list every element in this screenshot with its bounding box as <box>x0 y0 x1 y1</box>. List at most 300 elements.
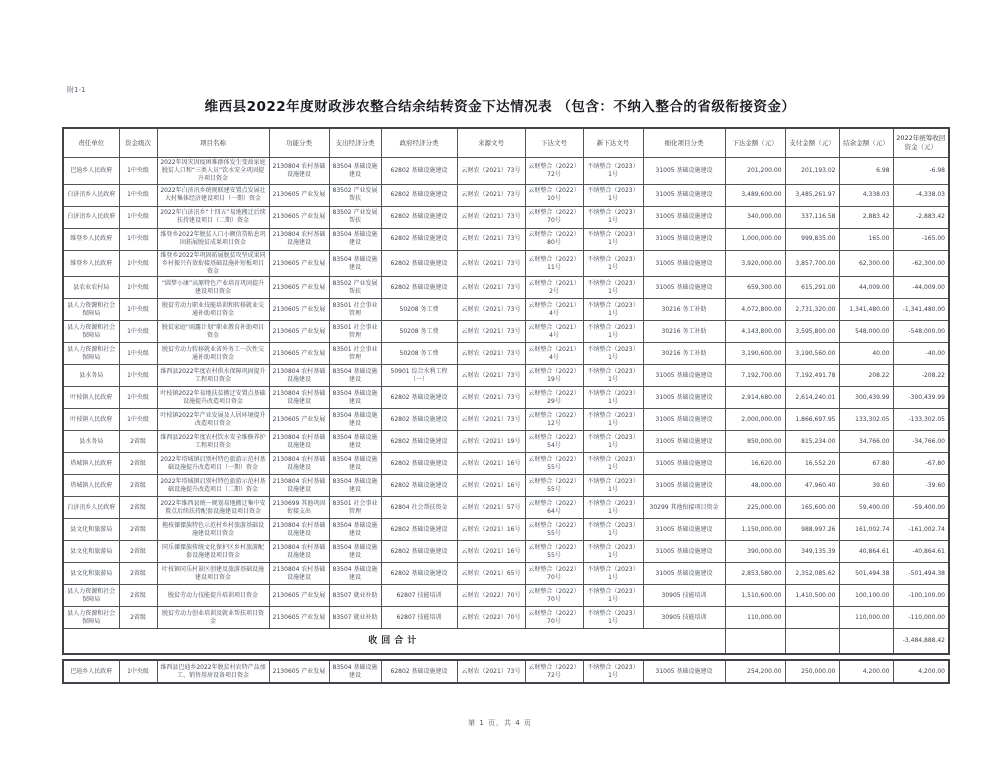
cell-project: 脱贫劳动力创业培训及就业帮扶项目资金 <box>157 607 269 629</box>
cell-recovered-amount: -161,002.74 <box>893 519 949 541</box>
cell-expense-class: 83504 基础设施建设 <box>329 250 381 277</box>
cell-issue-doc: 云财整合（2022）80号 <box>525 228 583 250</box>
cell-source-doc: 云财农（2021）73号 <box>457 277 525 299</box>
cell-level: 1中央级 <box>119 277 157 299</box>
cell-level: 1中央级 <box>119 660 157 683</box>
cell-issue-doc: 云财整合（2022）70号 <box>525 206 583 228</box>
cell-new-issue-doc: 不纳整合（2023）1号 <box>583 343 643 365</box>
col-header-balance-amount: 结余金额（元） <box>839 128 893 158</box>
cell-project: 叶枝镇2022年产业发展及人居环境提升改造项目资金 <box>157 409 269 431</box>
cell-project: “圆梦小康”高原特色产业培育巩固提升建设项目资金 <box>157 277 269 299</box>
cell-recovered-amount: -501,494.38 <box>893 563 949 585</box>
cell-issue-doc: 云财整合（2022）10号 <box>525 184 583 206</box>
cell-func-class: 2130804 农村基础设施建设 <box>269 365 329 387</box>
cell-recovered-amount: -300,439.99 <box>893 387 949 409</box>
cell-func-class: 2130804 农村基础设施建设 <box>269 475 329 497</box>
cell-project: 维西县2022年度农村饮水安全维修养护工程项目资金 <box>157 431 269 453</box>
cell-source-doc: 云财农（2021）73号 <box>457 321 525 343</box>
page-title: 维西县2022年度财政涉农整合结余结转资金下达情况表 （包含：不纳入整合的省级衔接资金） <box>204 99 796 115</box>
cell-project: 2022年塔城镇启别村特色旅游示范村基础设施提升改造项目（二期）资金 <box>157 475 269 497</box>
cell-project: 2022年维西县统一规划易地搬迁集中安置点后续扶持配套设施建设项目资金 <box>157 497 269 519</box>
cell-gov-class: 62802 基础设施建设 <box>381 277 457 299</box>
cell-new-issue-doc: 不纳整合（2023）1号 <box>583 409 643 431</box>
cell-new-issue-doc: 不纳整合（2023）1号 <box>583 660 643 683</box>
cell-new-issue-doc: 不纳整合（2023）1号 <box>583 228 643 250</box>
cell-unit: 县人力资源和社会保障局 <box>63 607 119 629</box>
cell-expense-class: 83501 社会事业管理 <box>329 321 381 343</box>
cell-unit: 县文化和旅游局 <box>63 519 119 541</box>
cell-issued-amount: 110,000.00 <box>725 607 785 629</box>
cell-balance-amount: 40,864.61 <box>839 541 893 563</box>
cell-issued-amount: 4,143,800.00 <box>725 321 785 343</box>
cell-issue-doc: 云财整合（2022）54号 <box>525 431 583 453</box>
cell-gov-class: 50208 务工费 <box>381 343 457 365</box>
cell-func-class: 2130804 农村基础设施建设 <box>269 563 329 585</box>
cell-recovered-amount: -34,766.00 <box>893 431 949 453</box>
cell-issue-doc: 云财整合（2022）55号 <box>525 519 583 541</box>
cell-new-issue-doc: 不纳整合（2023）1号 <box>583 519 643 541</box>
col-header-issue-doc: 下达文号 <box>525 128 583 158</box>
cell-source-doc: 云财农（2022）70号 <box>457 607 525 629</box>
cell-issued-amount: 2,853,580.00 <box>725 563 785 585</box>
cell-balance-amount: 39.60 <box>839 475 893 497</box>
cell-func-class: 2130605 产业发展 <box>269 184 329 206</box>
cell-project: 拖枝傈僳族特色示范村乡村旅游基础设施建设项目资金 <box>157 519 269 541</box>
cell-gov-class: 50901 综合水利工程（一） <box>381 365 457 387</box>
table-row <box>63 475 949 497</box>
cell-balance-amount: 300,439.99 <box>839 387 893 409</box>
cell-issued-amount: 3,920,000.00 <box>725 250 785 277</box>
cell-project: 脱贫家庭“雨露计划”职业教育补助项目资金 <box>157 321 269 343</box>
cell-expense-class: 83504 基础设施建设 <box>329 475 381 497</box>
table-row <box>63 321 949 343</box>
table-row <box>63 277 949 299</box>
cell-func-class: 2130605 产业发展 <box>269 409 329 431</box>
cell-recovered-amount: -39.60 <box>893 475 949 497</box>
summary-balance-amount <box>839 629 893 655</box>
cell-balance-amount: 67.80 <box>839 453 893 475</box>
col-header-issued-amount: 下达金额（元） <box>725 128 785 158</box>
cell-expense-class: 83507 就业补助 <box>329 585 381 607</box>
cell-func-class: 2130804 农村基础设施建设 <box>269 431 329 453</box>
cell-issue-doc: 云财整合（2021）2号 <box>525 277 583 299</box>
cell-gov-class: 50208 务工费 <box>381 299 457 321</box>
cell-func-class: 2130804 农村基础设施建设 <box>269 453 329 475</box>
cell-source-doc: 云财农（2021）73号 <box>457 343 525 365</box>
cell-func-class: 2130804 农村基础设施建设 <box>269 158 329 185</box>
cell-func-class: 2130804 农村基础设施建设 <box>269 541 329 563</box>
table-row <box>63 431 949 453</box>
cell-recovered-amount: -165.00 <box>893 228 949 250</box>
cell-unit: 叶枝镇人民政府 <box>63 387 119 409</box>
cell-balance-amount: 2,883.42 <box>839 206 893 228</box>
cell-expense-class: 83504 基础设施建设 <box>329 541 381 563</box>
cell-source-doc: 云财农（2021）16号 <box>457 475 525 497</box>
col-header-expense-class: 支出经济分类 <box>329 128 381 158</box>
col-header-source-doc: 来源文号 <box>457 128 525 158</box>
cell-new-issue-doc: 不纳整合（2023）1号 <box>583 250 643 277</box>
table-row <box>63 660 949 683</box>
cell-balance-amount: 4,338.03 <box>839 184 893 206</box>
cell-source-doc: 云财农（2021）73号 <box>457 660 525 683</box>
cell-balance-amount: 44,009.00 <box>839 277 893 299</box>
cell-issued-amount: 1,150,000.00 <box>725 519 785 541</box>
cell-gov-class: 62807 技能培训 <box>381 585 457 607</box>
cell-new-issue-doc: 不纳整合（2023）1号 <box>583 321 643 343</box>
cell-level: 1中央级 <box>119 228 157 250</box>
cell-detail-class: 31005 基础设施建设 <box>643 158 725 185</box>
cell-func-class: 2130605 产业发展 <box>269 660 329 683</box>
cell-unit: 县农业农村局 <box>63 277 119 299</box>
cell-expense-class: 83501 社会事业管理 <box>329 299 381 321</box>
cell-unit: 塔城镇人民政府 <box>63 475 119 497</box>
cell-detail-class: 30216 务工补助 <box>643 321 725 343</box>
cell-paid-amount: 165,600.00 <box>785 497 839 519</box>
cell-func-class: 2130605 产业发展 <box>269 277 329 299</box>
cell-new-issue-doc: 不纳整合（2023）1号 <box>583 541 643 563</box>
cell-func-class: 2130605 产业发展 <box>269 250 329 277</box>
cell-level: 1中央级 <box>119 299 157 321</box>
cell-level: 1中央级 <box>119 321 157 343</box>
cell-source-doc: 云财农（2021）19号 <box>457 431 525 453</box>
cell-unit: 巴迪乡人民政府 <box>63 660 119 683</box>
table-row <box>63 453 949 475</box>
cell-balance-amount: 34,766.00 <box>839 431 893 453</box>
cell-unit: 塔城镇人民政府 <box>63 453 119 475</box>
cell-balance-amount: 4,200.00 <box>839 660 893 683</box>
cell-paid-amount: 2,731,320.00 <box>785 299 839 321</box>
cell-issued-amount: 390,000.00 <box>725 541 785 563</box>
cell-paid-amount: 615,291.00 <box>785 277 839 299</box>
cell-paid-amount <box>785 607 839 629</box>
cell-issued-amount: 201,200.00 <box>725 158 785 185</box>
table-row <box>63 365 949 387</box>
cell-new-issue-doc: 不纳整合（2023）1号 <box>583 585 643 607</box>
cell-gov-class: 62802 基础设施建设 <box>381 387 457 409</box>
cell-level: 1中央级 <box>119 206 157 228</box>
cell-recovered-amount: 4,200.00 <box>893 660 949 683</box>
cell-expense-class: 83507 就业补助 <box>329 607 381 629</box>
cell-project: 脱贫劳动力职业技能培训和转移就业交通补助项目资金 <box>157 299 269 321</box>
cell-paid-amount: 999,835.00 <box>785 228 839 250</box>
summary-row <box>63 629 949 655</box>
col-header-recovered-amount: 2022年统筹收回资金（元） <box>893 128 949 158</box>
cell-project: 叶枝镇同乐村景区创建及旅游基础设施建设项目资金 <box>157 563 269 585</box>
cell-issue-doc: 云财整合（2022）29号 <box>525 387 583 409</box>
cell-gov-class: 62802 基础设施建设 <box>381 541 457 563</box>
col-header-unit: 责任单位 <box>63 128 119 158</box>
table-row <box>63 519 949 541</box>
cell-unit: 维登乡人民政府 <box>63 228 119 250</box>
cell-new-issue-doc: 不纳整合（2023）1号 <box>583 387 643 409</box>
cell-level: 2省级 <box>119 475 157 497</box>
cell-unit: 维登乡人民政府 <box>63 250 119 277</box>
cell-source-doc: 云财农（2021）73号 <box>457 387 525 409</box>
table-row <box>63 184 949 206</box>
cell-paid-amount: 2,614,240.01 <box>785 387 839 409</box>
summary-issued-amount <box>725 629 785 655</box>
cell-paid-amount: 250,000.00 <box>785 660 839 683</box>
cell-level: 2省级 <box>119 453 157 475</box>
cell-level: 1中央级 <box>119 158 157 185</box>
cell-balance-amount: 501,494.38 <box>839 563 893 585</box>
cell-detail-class: 31005 基础设施建设 <box>643 519 725 541</box>
cell-level: 1中央级 <box>119 343 157 365</box>
cell-issue-doc: 云财整合（2022）12号 <box>525 409 583 431</box>
cell-paid-amount: 16,552.20 <box>785 453 839 475</box>
cell-level: 1中央级 <box>119 409 157 431</box>
cell-gov-class: 50208 务工费 <box>381 321 457 343</box>
cell-detail-class: 31005 基础设施建设 <box>643 228 725 250</box>
cell-source-doc: 云财农（2021）73号 <box>457 365 525 387</box>
cell-level: 2省级 <box>119 585 157 607</box>
cell-paid-amount: 349,135.39 <box>785 541 839 563</box>
cell-unit: 白济汛乡人民政府 <box>63 497 119 519</box>
cell-source-doc: 云财农（2021）16号 <box>457 541 525 563</box>
col-header-new-issue-doc: 新下达文号 <box>583 128 643 158</box>
cell-detail-class: 31005 基础设施建设 <box>643 431 725 453</box>
col-header-paid-amount: 支付金额（元） <box>785 128 839 158</box>
cell-new-issue-doc: 不纳整合（2023）1号 <box>583 563 643 585</box>
cell-source-doc: 云财农（2021）16号 <box>457 519 525 541</box>
cell-recovered-amount: -1,341,480.00 <box>893 299 949 321</box>
cell-expense-class: 83504 基础设施建设 <box>329 563 381 585</box>
cell-func-class: 2130804 农村基础设施建设 <box>269 387 329 409</box>
cell-new-issue-doc: 不纳整合（2023）1号 <box>583 475 643 497</box>
cell-source-doc: 云财农（2021）73号 <box>457 184 525 206</box>
cell-recovered-amount: -40,864.61 <box>893 541 949 563</box>
cell-project: 脱贫劳动力技能提升培训项目资金 <box>157 585 269 607</box>
cell-unit: 县人力资源和社会保障局 <box>63 343 119 365</box>
cell-level: 1中央级 <box>119 387 157 409</box>
cell-expense-class: 83502 产业发展帮扶 <box>329 277 381 299</box>
cell-balance-amount: 1,341,480.00 <box>839 299 893 321</box>
cell-func-class: 2130605 产业发展 <box>269 607 329 629</box>
cell-detail-class: 30216 务工补助 <box>643 343 725 365</box>
cell-gov-class: 62802 基础设施建设 <box>381 431 457 453</box>
cell-detail-class: 30905 技能培训 <box>643 607 725 629</box>
cell-unit: 白济汛乡人民政府 <box>63 206 119 228</box>
cell-project: 叶枝镇2022年易地扶贫搬迁安置点基础设施提升改造项目资金 <box>157 387 269 409</box>
cell-project: 2022年因灾因疫困难群体发生变故家庭脱贫人口和“三类人员”饮水安全巩固提升项目资金 <box>157 158 269 185</box>
cell-project: 维登乡2022年脱贫人口小额信贷贴息巩固拓展脱贫成果项目资金 <box>157 228 269 250</box>
cell-recovered-amount: -44,009.00 <box>893 277 949 299</box>
cell-issued-amount: 2,914,680.00 <box>725 387 785 409</box>
cell-unit: 白济汛乡人民政府 <box>63 184 119 206</box>
cell-recovered-amount: -110,000.00 <box>893 607 949 629</box>
cell-expense-class: 83504 基础设施建设 <box>329 453 381 475</box>
cell-project: 脱贫劳动力转移就业省外务工一次性交通补助项目资金 <box>157 343 269 365</box>
cell-new-issue-doc: 不纳整合（2023）1号 <box>583 184 643 206</box>
cell-balance-amount: 208.22 <box>839 365 893 387</box>
cell-issue-doc: 云财整合（2021）4号 <box>525 299 583 321</box>
col-header-func-class: 功能分类 <box>269 128 329 158</box>
cell-paid-amount: 201,193.02 <box>785 158 839 185</box>
cell-unit: 县文化和旅游局 <box>63 541 119 563</box>
cell-paid-amount: 47,960.40 <box>785 475 839 497</box>
cell-issue-doc: 云财整合（2022）72号 <box>525 660 583 683</box>
cell-new-issue-doc: 不纳整合（2023）1号 <box>583 299 643 321</box>
table-row <box>63 250 949 277</box>
cell-unit: 叶枝镇人民政府 <box>63 409 119 431</box>
cell-unit: 巴迪乡人民政府 <box>63 158 119 185</box>
cell-project: 同乐傈僳族传统文化保护区乡村旅游配套设施建设项目资金 <box>157 541 269 563</box>
table-row <box>63 585 949 607</box>
cell-issued-amount: 340,000.00 <box>725 206 785 228</box>
cell-gov-class: 62804 社会帮扶资金 <box>381 497 457 519</box>
cell-gov-class: 62802 基础设施建设 <box>381 475 457 497</box>
attachment-label: 附1-1 <box>67 86 86 94</box>
cell-recovered-amount: -62,300.00 <box>893 250 949 277</box>
cell-func-class: 2130804 农村基础设施建设 <box>269 519 329 541</box>
cell-unit: 县人力资源和社会保障局 <box>63 321 119 343</box>
cell-recovered-amount: -2,883.42 <box>893 206 949 228</box>
cell-source-doc: 云财农（2021）16号 <box>457 453 525 475</box>
cell-paid-amount: 3,595,800.00 <box>785 321 839 343</box>
table-area <box>62 127 946 684</box>
cell-expense-class: 83504 基础设施建设 <box>329 431 381 453</box>
cell-paid-amount: 3,190,560.00 <box>785 343 839 365</box>
cell-func-class: 2130605 产业发展 <box>269 343 329 365</box>
table-row <box>63 158 949 185</box>
cell-recovered-amount: -548,000.00 <box>893 321 949 343</box>
cell-source-doc: 云财农（2021）65号 <box>457 563 525 585</box>
cell-detail-class: 31005 基础设施建设 <box>643 475 725 497</box>
cell-paid-amount: 7,192,491.78 <box>785 365 839 387</box>
cell-issue-doc: 云财整合（2022）19号 <box>525 365 583 387</box>
cell-issue-doc: 云财整合（2022）55号 <box>525 453 583 475</box>
cell-issued-amount: 3,190,600.00 <box>725 343 785 365</box>
cell-project: 2022年塔城镇启别村特色旅游示范村基础设施提升改造项目（一期）资金 <box>157 453 269 475</box>
cell-paid-amount: 1,410,500.00 <box>785 585 839 607</box>
table-row <box>63 343 949 365</box>
cell-level: 2省级 <box>119 519 157 541</box>
cell-balance-amount: 100,100.00 <box>839 585 893 607</box>
cell-level: 2省级 <box>119 497 157 519</box>
cell-recovered-amount: -59,400.00 <box>893 497 949 519</box>
cell-new-issue-doc: 不纳整合（2023）1号 <box>583 206 643 228</box>
cell-gov-class: 62802 基础设施建设 <box>381 250 457 277</box>
cell-level: 2省级 <box>119 431 157 453</box>
appendix-table <box>62 659 950 684</box>
cell-new-issue-doc: 不纳整合（2023）1号 <box>583 277 643 299</box>
cell-detail-class: 31005 基础设施建设 <box>643 563 725 585</box>
cell-balance-amount: 548,000.00 <box>839 321 893 343</box>
cell-gov-class: 62807 技能培训 <box>381 607 457 629</box>
cell-detail-class: 31005 基础设施建设 <box>643 409 725 431</box>
cell-unit: 县水务局 <box>63 431 119 453</box>
cell-issue-doc: 云财整合（2022）70号 <box>525 563 583 585</box>
col-header-level: 资金级次 <box>119 128 157 158</box>
cell-source-doc: 云财农（2021）73号 <box>457 299 525 321</box>
cell-project: 2022年白济汛乡统规联建安置点发展壮大村集体经济建设项目（一期）资金 <box>157 184 269 206</box>
cell-paid-amount: 988,997.26 <box>785 519 839 541</box>
table-row <box>63 497 949 519</box>
cell-new-issue-doc: 不纳整合（2023）1号 <box>583 365 643 387</box>
cell-issued-amount: 1,000,000.00 <box>725 228 785 250</box>
funds-table <box>62 127 950 655</box>
table-row <box>63 409 949 431</box>
cell-gov-class: 62802 基础设施建设 <box>381 660 457 683</box>
cell-expense-class: 83501 社会事业管理 <box>329 497 381 519</box>
cell-issued-amount: 850,000.00 <box>725 431 785 453</box>
cell-detail-class: 31005 基础设施建设 <box>643 250 725 277</box>
cell-issue-doc: 云财整合（2022）70号 <box>525 607 583 629</box>
cell-issued-amount: 254,200.00 <box>725 660 785 683</box>
cell-issued-amount: 225,000.00 <box>725 497 785 519</box>
cell-new-issue-doc: 不纳整合（2023）1号 <box>583 497 643 519</box>
cell-issue-doc: 云财整合（2021）4号 <box>525 343 583 365</box>
cell-unit: 县文化和旅游局 <box>63 563 119 585</box>
cell-source-doc: 云财农（2021）73号 <box>457 158 525 185</box>
cell-issue-doc: 云财整合（2022）55号 <box>525 475 583 497</box>
cell-source-doc: 云财农（2021）57号 <box>457 497 525 519</box>
cell-detail-class: 31005 基础设施建设 <box>643 277 725 299</box>
cell-func-class: 2130804 农村基础设施建设 <box>269 228 329 250</box>
cell-paid-amount: 1,866,697.95 <box>785 409 839 431</box>
cell-new-issue-doc: 不纳整合（2023）1号 <box>583 607 643 629</box>
cell-issued-amount: 48,000.00 <box>725 475 785 497</box>
summary-recovered-amount: -3,484,888.42 <box>893 629 949 655</box>
col-header-project: 项目名称 <box>157 128 269 158</box>
cell-issue-doc: 云财整合（2022）55号 <box>525 541 583 563</box>
col-header-gov-class: 政府经济分类 <box>381 128 457 158</box>
cell-balance-amount: 110,000.00 <box>839 607 893 629</box>
cell-detail-class: 30299 其他衔接项目资金 <box>643 497 725 519</box>
cell-balance-amount: 165.00 <box>839 228 893 250</box>
cell-gov-class: 62802 基础设施建设 <box>381 206 457 228</box>
cell-source-doc: 云财农（2021）73号 <box>457 409 525 431</box>
cell-gov-class: 62802 基础设施建设 <box>381 453 457 475</box>
cell-expense-class: 83504 基础设施建设 <box>329 228 381 250</box>
cell-func-class: 2130605 产业发展 <box>269 321 329 343</box>
cell-func-class: 2130605 产业发展 <box>269 299 329 321</box>
cell-expense-class: 83504 基础设施建设 <box>329 387 381 409</box>
cell-gov-class: 62802 基础设施建设 <box>381 409 457 431</box>
summary-label: 收回合计 <box>63 629 725 655</box>
cell-source-doc: 云财农（2021）73号 <box>457 206 525 228</box>
cell-gov-class: 62802 基础设施建设 <box>381 184 457 206</box>
cell-recovered-amount: -100,100.00 <box>893 585 949 607</box>
cell-issue-doc: 云财整合（2022）64号 <box>525 497 583 519</box>
cell-detail-class: 31005 基础设施建设 <box>643 660 725 683</box>
cell-gov-class: 62802 基础设施建设 <box>381 519 457 541</box>
cell-gov-class: 62802 基础设施建设 <box>381 228 457 250</box>
table-row <box>63 299 949 321</box>
cell-balance-amount: 133,302.05 <box>839 409 893 431</box>
cell-detail-class: 31005 基础设施建设 <box>643 184 725 206</box>
cell-expense-class: 83502 产业发展帮扶 <box>329 206 381 228</box>
cell-issued-amount: 2,000,000.00 <box>725 409 785 431</box>
cell-issue-doc: 云财整合（2021）4号 <box>525 321 583 343</box>
cell-expense-class: 83504 基础设施建设 <box>329 409 381 431</box>
summary-paid-amount <box>785 629 839 655</box>
table-row <box>63 563 949 585</box>
cell-new-issue-doc: 不纳整合（2023）1号 <box>583 431 643 453</box>
cell-level: 2省级 <box>119 563 157 585</box>
cell-level: 2省级 <box>119 541 157 563</box>
cell-issued-amount: 659,300.00 <box>725 277 785 299</box>
cell-balance-amount: 161,002.74 <box>839 519 893 541</box>
cell-paid-amount: 3,857,700.00 <box>785 250 839 277</box>
cell-issued-amount: 3,489,600.00 <box>725 184 785 206</box>
cell-issued-amount: 4,072,800.00 <box>725 299 785 321</box>
table-row <box>63 387 949 409</box>
table-row <box>63 206 949 228</box>
cell-func-class: 2130699 其他巩固衔接支出 <box>269 497 329 519</box>
cell-level: 1中央级 <box>119 184 157 206</box>
cell-recovered-amount: -133,302.05 <box>893 409 949 431</box>
